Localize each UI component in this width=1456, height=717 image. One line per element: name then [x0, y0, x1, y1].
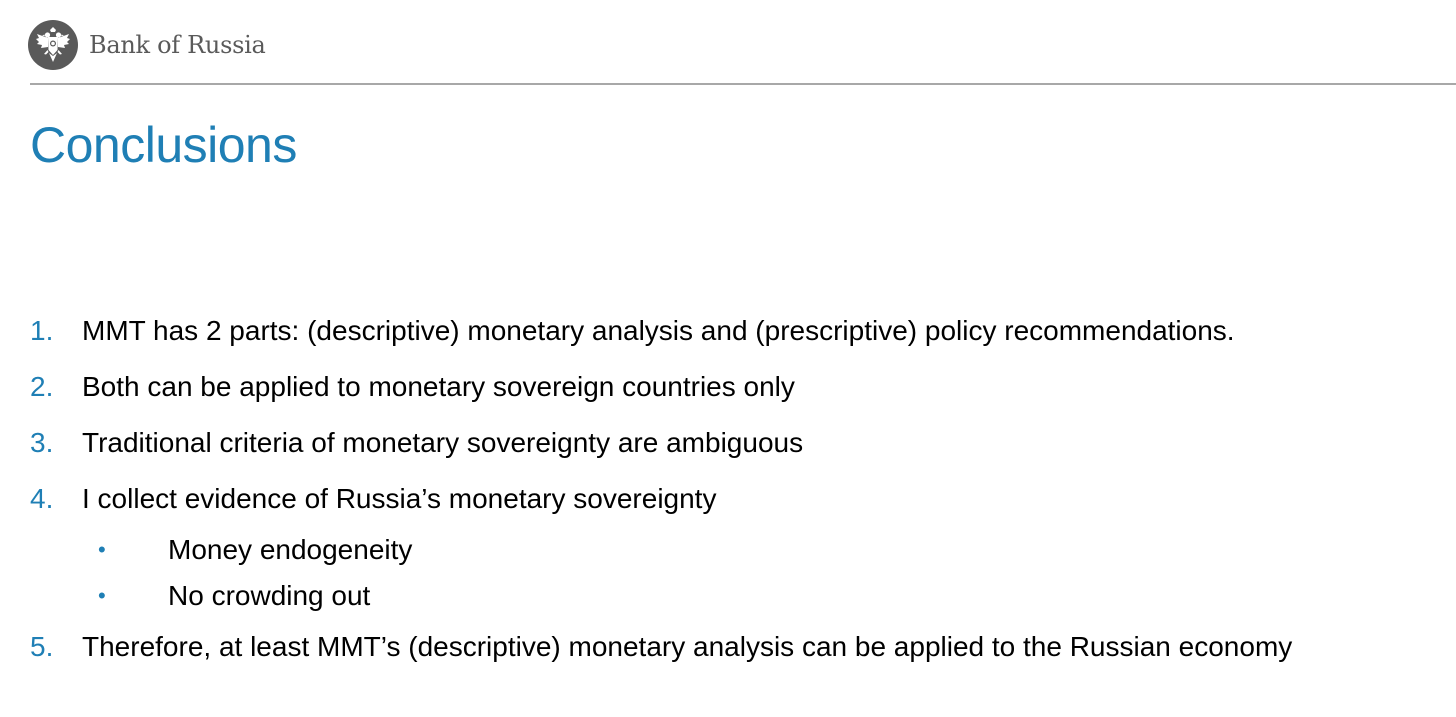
- item-number: 5.: [30, 631, 54, 662]
- list-item: [30, 303, 1450, 359]
- sub-list-item: [30, 573, 1450, 619]
- item-number: 3.: [30, 427, 54, 458]
- sub-item-text: Money endogeneity: [168, 534, 413, 565]
- item-text: MMT has 2 parts: (descriptive) monetary analysis and (prescriptive) policy recommendations.: [82, 315, 1235, 346]
- conclusions-list: [30, 303, 1450, 675]
- double-headed-eagle-icon: [33, 25, 73, 65]
- bank-name: Bank of Russia: [89, 31, 266, 59]
- list-item: [30, 619, 1450, 675]
- sub-list: [30, 527, 1450, 619]
- item-text: Traditional criteria of monetary sovereignty are ambiguous: [82, 427, 804, 458]
- item-number: 1.: [30, 315, 54, 346]
- item-number: 4.: [30, 483, 54, 514]
- item-text: Both can be applied to monetary sovereign countries only: [82, 371, 795, 402]
- item-text: I collect evidence of Russia’s monetary sovereignty: [82, 483, 717, 514]
- item-number: 2.: [30, 371, 54, 402]
- slide-title: Conclusions: [30, 117, 297, 173]
- item-text: Therefore, at least MMT’s (descriptive) monetary analysis can be applied to the Russian economy: [82, 631, 1293, 662]
- bullet-icon: •: [98, 583, 106, 608]
- bank-logo: [28, 20, 78, 70]
- bullet-icon: •: [98, 537, 106, 562]
- list-item: [30, 359, 1450, 415]
- list-item: [30, 471, 1450, 527]
- header-divider: [30, 83, 1456, 85]
- sub-list-item: [30, 527, 1450, 573]
- header: [28, 18, 265, 72]
- list-item: [30, 415, 1450, 471]
- sub-item-text: No crowding out: [168, 580, 371, 611]
- sub-list-container: [30, 527, 1450, 619]
